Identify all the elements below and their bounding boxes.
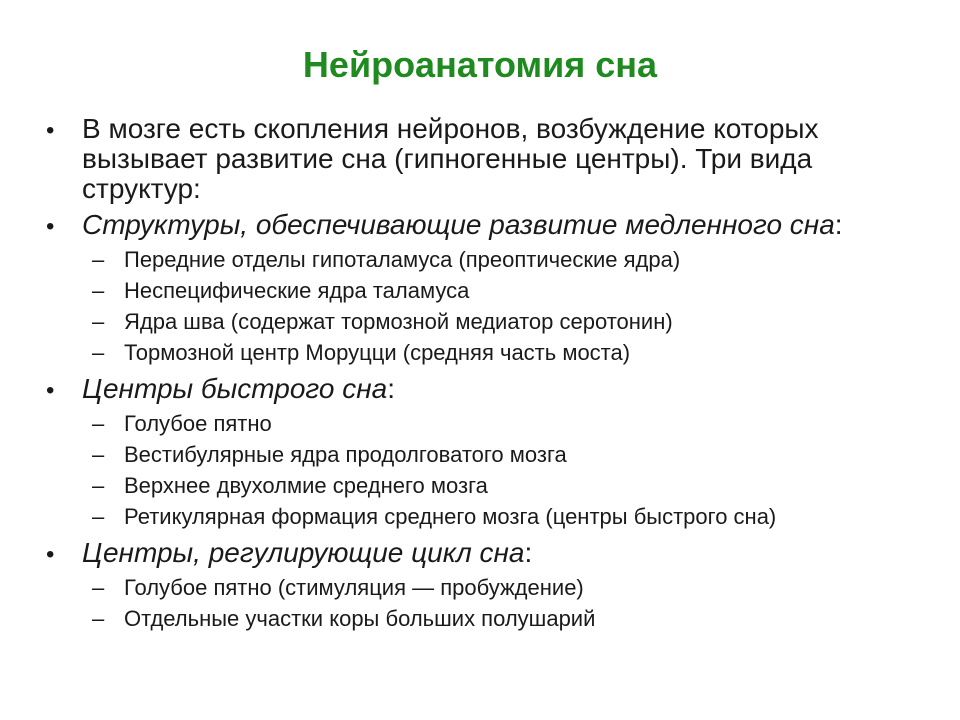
sub-item-text: Отдельные участки коры больших полушарий	[124, 606, 596, 631]
bullet-list	[46, 114, 926, 638]
bullet-heading: Центры, регулирующие цикл сна	[82, 537, 525, 568]
bullet-icon: •	[46, 541, 55, 568]
bullet-icon: •	[46, 377, 55, 404]
sub-item-text: Голубое пятно	[124, 411, 272, 436]
dash-icon: –	[92, 575, 105, 600]
sub-item-text: Верхнее двухолмие среднего мозга	[124, 473, 488, 498]
bullet-text: В мозге есть скопления нейронов, возбуждение которых вызывает развитие сна (гипногенные центры). Три вида структур:	[82, 113, 819, 204]
sub-item	[46, 275, 926, 306]
sub-list-rem-sleep	[46, 408, 926, 532]
dash-icon: –	[92, 442, 105, 467]
sub-item-text: Вестибулярные ядра продолговатого мозга	[124, 442, 567, 467]
dash-icon: –	[92, 473, 105, 498]
sub-item	[46, 306, 926, 337]
sub-item	[46, 337, 926, 368]
bullet-suffix: :	[524, 537, 533, 568]
sub-item	[46, 439, 926, 470]
sub-item-text: Тормозной центр Моруцци (средняя часть моста)	[124, 340, 631, 365]
dash-icon: –	[92, 340, 105, 365]
sub-item-text: Неспецифические ядра таламуса	[124, 278, 470, 303]
sub-item	[46, 572, 926, 603]
sub-item	[46, 408, 926, 439]
sub-item-text: Передние отделы гипоталамуса (преоптические ядра)	[124, 247, 681, 272]
slide-title: Нейроанатомия сна	[302, 44, 658, 85]
bullet-suffix: :	[834, 209, 843, 240]
bullet-item-intro	[46, 114, 926, 204]
sub-item	[46, 470, 926, 501]
dash-icon: –	[92, 247, 105, 272]
bullet-heading: Структуры, обеспечивающие развитие медленного сна	[82, 209, 835, 240]
dash-icon: –	[92, 411, 105, 436]
sub-item-text: Ретикулярная формация среднего мозга (центры быстрого сна)	[124, 504, 777, 529]
bullet-item-slow-sleep	[46, 210, 926, 240]
dash-icon: –	[92, 309, 105, 334]
dash-icon: –	[92, 278, 105, 303]
bullet-icon: •	[46, 117, 55, 144]
sub-item-text: Голубое пятно (стимуляция — пробуждение)	[124, 575, 584, 600]
sub-item	[46, 501, 926, 532]
sub-list-slow-sleep	[46, 244, 926, 368]
bullet-item-cycle-regulation	[46, 538, 926, 568]
bullet-suffix: :	[387, 373, 396, 404]
sub-item	[46, 244, 926, 275]
sub-item	[46, 603, 926, 634]
bullet-icon: •	[46, 213, 55, 240]
bullet-item-rem-sleep	[46, 374, 926, 404]
sub-item-text: Ядра шва (содержат тормозной медиатор серотонин)	[124, 309, 673, 334]
sub-list-cycle-regulation	[46, 572, 926, 634]
dash-icon: –	[92, 504, 105, 529]
bullet-heading: Центры быстрого сна	[82, 373, 388, 404]
dash-icon: –	[92, 606, 105, 631]
